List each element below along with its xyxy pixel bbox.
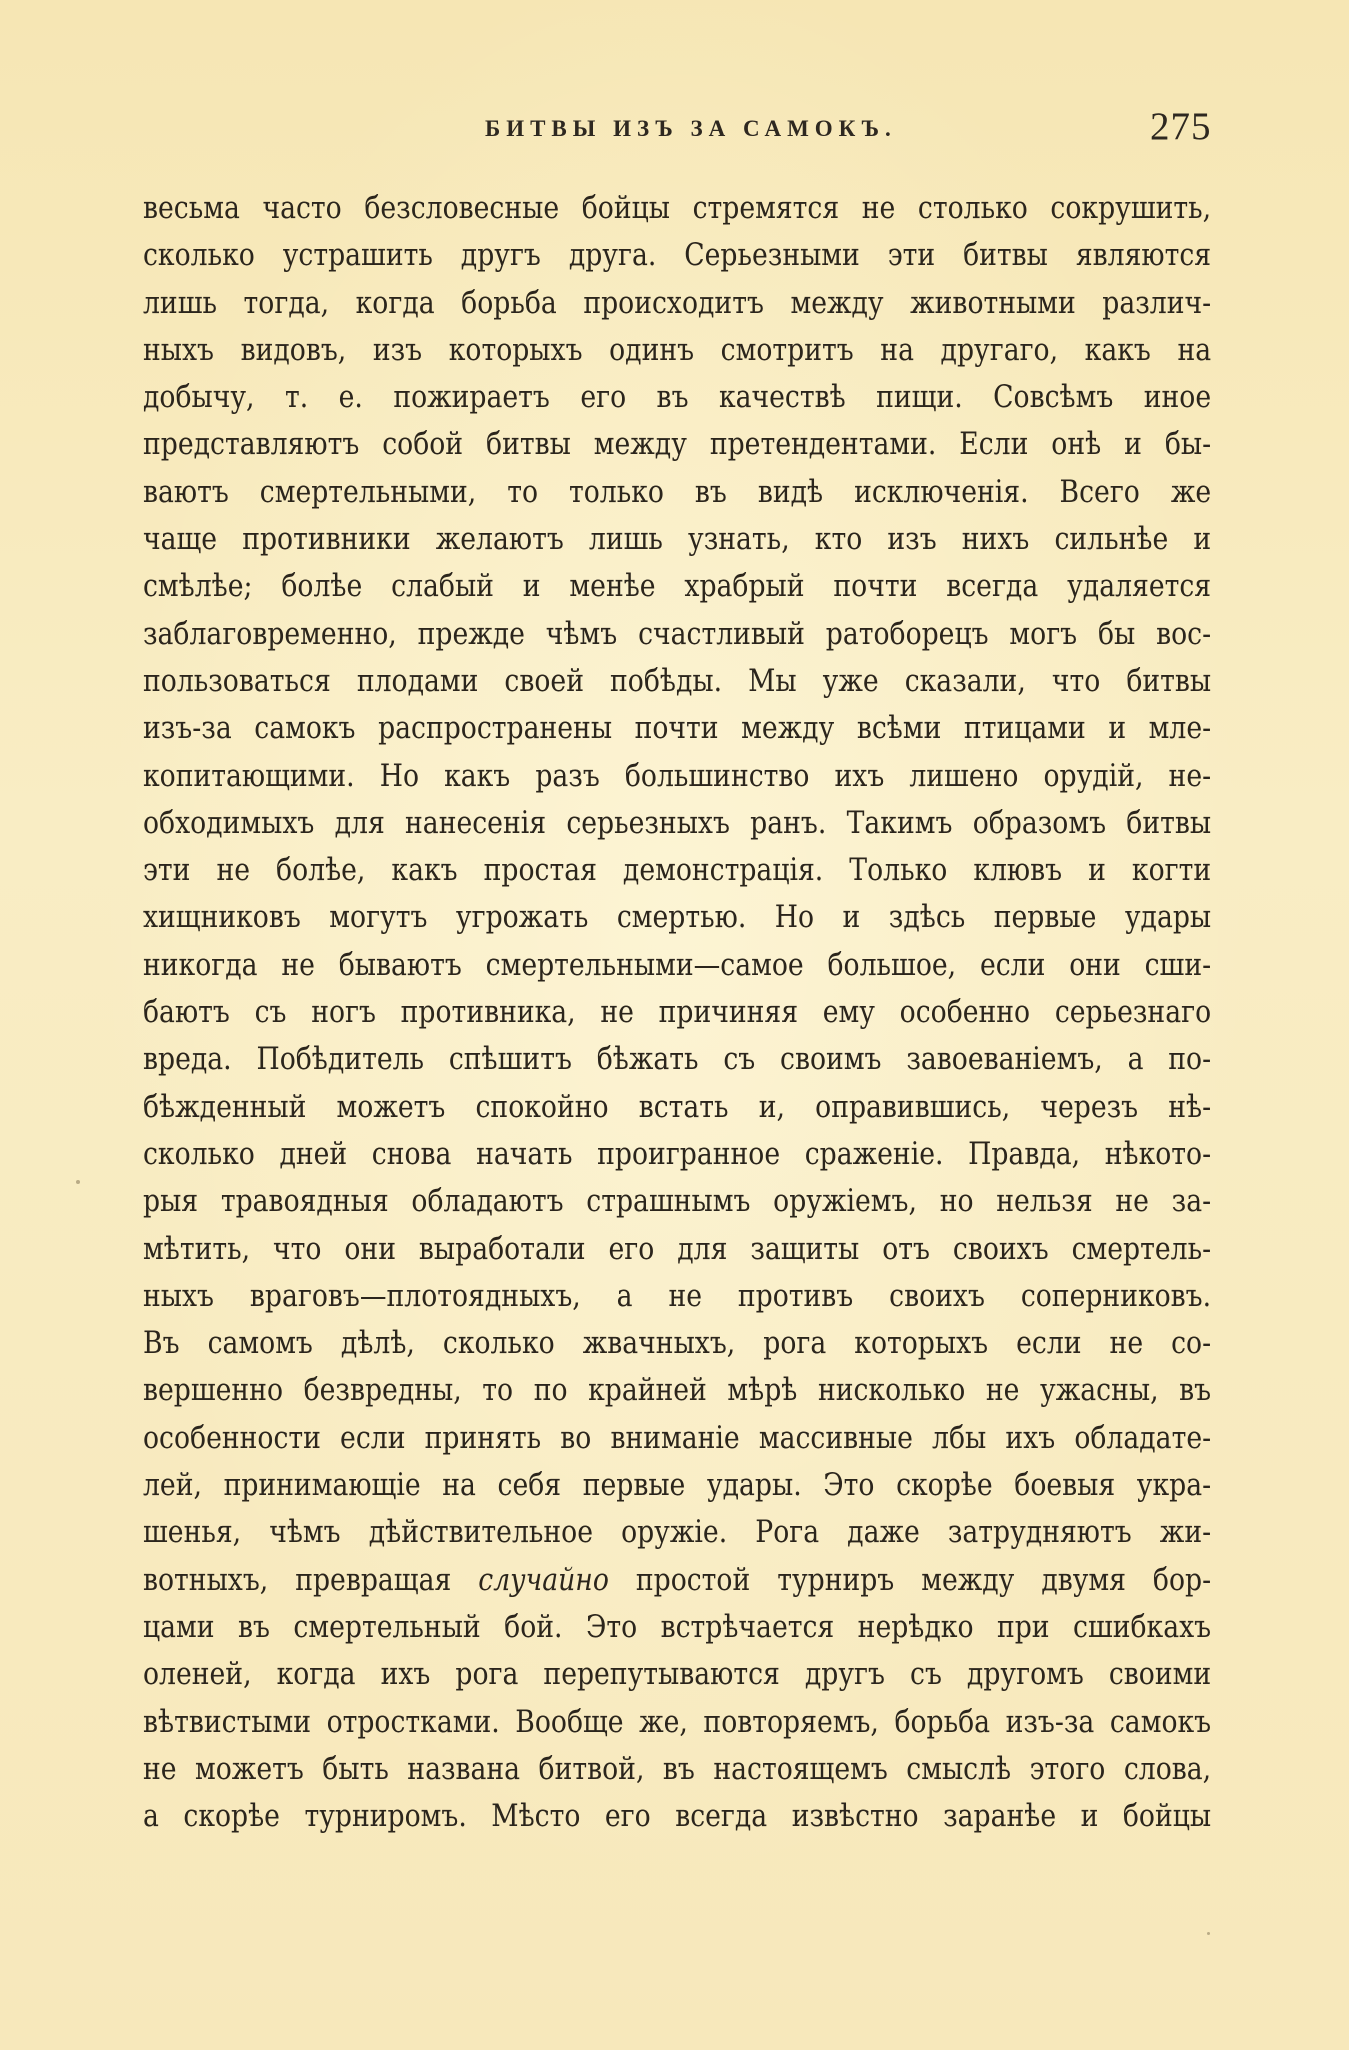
text-line: весьма часто безсловесные бойцы стремятся не столько сокрушить, <box>143 190 1212 226</box>
text-line: вреда. Побѣдитель спѣшитъ бѣжать съ своимъ завоеваніемъ, а по- <box>143 1041 1212 1078</box>
paper-speck <box>76 1180 80 1184</box>
text-line: ныхъ видовъ, изъ которыхъ одинъ смотритъ на другаго, какъ на <box>143 331 1212 368</box>
body-text <box>143 185 1211 1840</box>
text-line: изъ-за самокъ распространены почти между всѣми птицами и мле- <box>143 710 1212 747</box>
text-line: вѣтвистыми отростками. Вообще же, повторяемъ, борьба изъ-за самокъ <box>143 1703 1212 1740</box>
text-line: а скорѣе турниромъ. Мѣсто его всегда извѣстно заранѣе и бойцы <box>143 1798 1212 1835</box>
text-line: цами въ смертельный бой. Это встрѣчается нерѣдко при сшибкахъ <box>143 1608 1212 1645</box>
text-line: шенья, чѣмъ дѣйствительное оружіе. Рога даже затрудняютъ жи- <box>143 1514 1212 1551</box>
text-line-with-emphasis <box>143 1557 1211 1604</box>
text-line: эти не болѣе, какъ простая демонстрація. Только клювъ и когти <box>143 852 1212 889</box>
text-line: Въ самомъ дѣлѣ, сколько жвачныхъ, рога которыхъ если не со- <box>143 1325 1212 1362</box>
text-line: смѣлѣе; болѣе слабый и менѣе храбрый почти всегда удаляется <box>143 568 1212 605</box>
emphasis-word: случайно <box>478 1561 609 1598</box>
text-line: баютъ съ ногъ противника, не причиняя ему особенно серьезнаго <box>143 994 1212 1031</box>
text-line: рыя травоядныя обладаютъ страшнымъ оружіемъ, но нельзя не за- <box>143 1183 1212 1220</box>
paper-speck <box>1207 1932 1210 1935</box>
text-line: лей, принимающіе на себя первые удары. Это скорѣе боевыя укра- <box>143 1467 1212 1504</box>
text-line: представляютъ собой битвы между претендентами. Если онѣ и бы- <box>143 426 1212 463</box>
text-line: обходимыхъ для нанесенія серьезныхъ ранъ. Такимъ образомъ битвы <box>143 804 1212 841</box>
text-line: вершенно безвредны, то по крайней мѣрѣ нисколько не ужасны, въ <box>143 1372 1212 1409</box>
text-line: ныхъ враговъ—плотоядныхъ, а не противъ своихъ соперниковъ. <box>143 1277 1212 1314</box>
text-segment: вотныхъ, превращая <box>143 1561 452 1598</box>
text-line: никогда не бываютъ смертельными—самое большое, если они сши- <box>143 946 1212 983</box>
text-segment: простой турниръ между двумя бор- <box>635 1561 1212 1598</box>
text-line: особенности если принять во вниманіе массивные лбы ихъ обладате- <box>143 1419 1212 1456</box>
text-line: не можетъ быть названа битвой, въ настоящемъ смыслѣ этого слова, <box>143 1750 1212 1787</box>
running-head: БИТВЫ ИЗЪ ЗА САМОКЪ. <box>485 116 897 141</box>
text-line: добычу, т. е. пожираетъ его въ качествѣ пищи. Совсѣмъ иное <box>143 379 1212 416</box>
text-line: пользоваться плодами своей побѣды. Мы уже сказали, что битвы <box>143 662 1212 699</box>
text-line: ваютъ смертельными, то только въ видѣ исключенія. Всего же <box>143 473 1212 510</box>
text-line: чаще противники желаютъ лишь узнать, кто изъ нихъ сильнѣе и <box>143 521 1212 558</box>
text-line: копитающими. Но какъ разъ большинство ихъ лишено орудій, не- <box>143 757 1212 794</box>
text-line: оленей, когда ихъ рога перепутываются другъ съ другомъ своими <box>143 1656 1212 1693</box>
text-line: заблаговременно, прежде чѣмъ счастливый ратоборецъ могъ бы вос- <box>143 615 1212 652</box>
text-line: лишь тогда, когда борьба происходитъ между животными различ- <box>143 284 1212 321</box>
text-line: хищниковъ могутъ угрожать смертью. Но и здѣсь первые удары <box>143 899 1212 936</box>
page-number: 275 <box>1150 105 1212 148</box>
text-line: сколько дней снова начать проигранное сраженіе. Правда, нѣкото- <box>143 1135 1212 1172</box>
text-line: мѣтить, что они выработали его для защиты отъ своихъ смертель- <box>143 1230 1212 1267</box>
text-line: сколько устрашить другъ друга. Серьезными эти битвы являются <box>143 237 1212 274</box>
text-line: бѣжденный можетъ спокойно встать и, оправившись, черезъ нѣ- <box>143 1088 1212 1125</box>
